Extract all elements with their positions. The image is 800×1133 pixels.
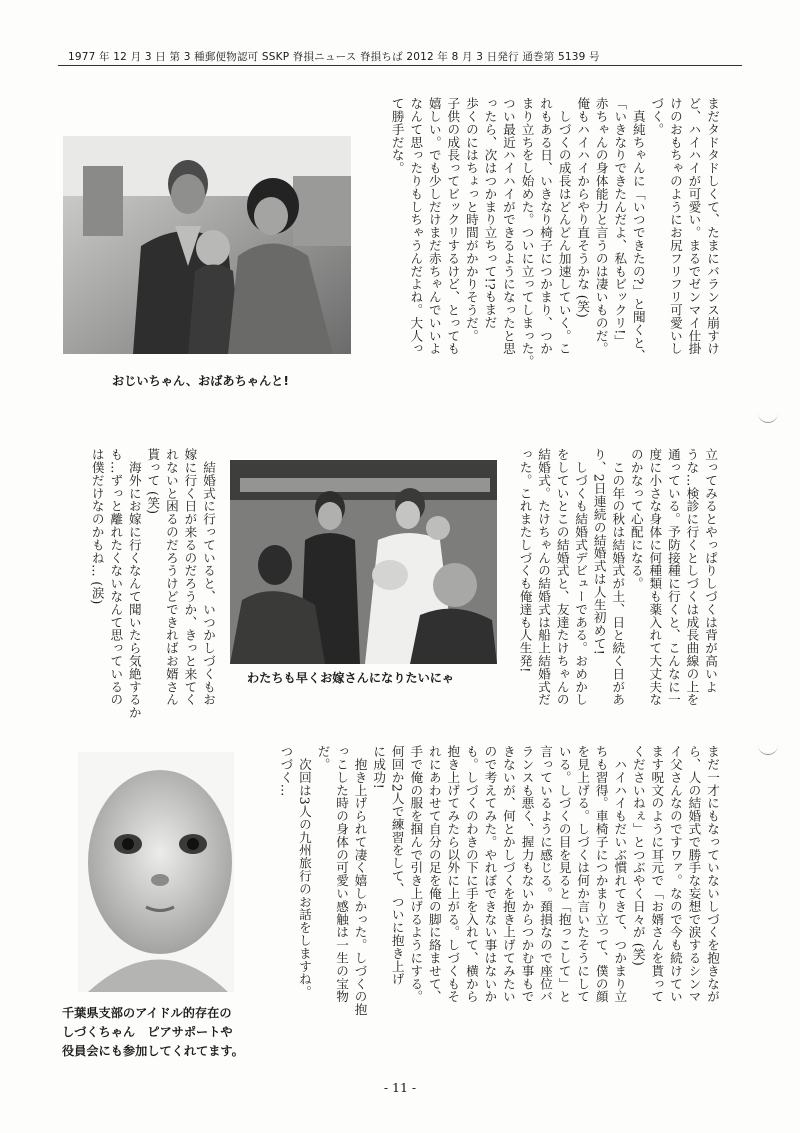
page-header: 1977 年 12 月 3 日 第 3 種郵便物認可 SSKP 脊損ニュース 脊損ちば 2012 年 8 月 3 日発行 通巻第 5139 号 (68, 51, 600, 63)
header-rule (58, 65, 742, 66)
article-text-top-right: まだタドタドしくて、たまにバランス崩すけ ど、ハイハイが可愛い。まるでゼンマイ仕掛 けのおもちゃのようにお尻フリフリ可愛いし づく。 真純ちゃんに「いつできたの?」と聞くと、 「いきなりできたんだよ、私もビックリ!」 赤ちゃんの身体能力と言うのは凄いものだ。 俺もハイハイからやり直そうかな (笑) しづくの成長はどんどん加速していく。こ れもある日、いきなり椅子につかまり、つか まり立ちをし始めた。ついに立ってしまった。 つい最近ハイハイができるようになったと思 ったら、次はつかまり立ちって!?もまだ 歩くのにはちょっと時間がかかりそうだ。 子供の成長ってビックリするけど、とっても 嬉しい。でも少しだけまだ赤ちゃんでいいよ なんて思ったりもしちゃうんだよね。大人っ て勝手だな。 (389, 97, 720, 368)
caption-grandparents: おじいちゃん、おばあちゃんと! (112, 374, 289, 388)
photo-grandparents (63, 136, 351, 354)
article-text-middle-left: 結婚式に行っていると、いつかしづくもお 嫁に行く日が来るのだろうか、きっと来てく れないと困るのだろうけどできればお婿さん 貰って (笑) 海外にお嫁に行くなんて聞いたら気絶するか も…ずっと離れたくないなんて思っているの は僕だけなのかもね… (涙) (89, 448, 216, 719)
punch-hole-mark-top (758, 412, 778, 423)
article-text-bottom-right: まだ一才にもなっていないしづくを抱きなが ら、人の結婚式で勝手な妄想で涙するシンマ イ父さんなのですワァ。なので今も続けてい ます呪文のように耳元で「お婿さんを貰って くださいねぇ」とつぶやく日々が (笑) ハイハイもだいぶ慣れてきて、つかまり立 ちも習得。車椅子につかまり立って、僕の顔 を見上げる。しづくは何か言いたそうにして いる。しづくの目を見ると「抱っこして」と 言っているように感じる。頚損なので座位バ ランスも悪く、握力もないからつかむ事もで きないが、何とかしづくを抱き上げてみたい ので考えてみた。やれぼできない事はないか も。しづくのわきの下に手を入れて、横から 抱き上げてみたら以外に上がる。しづくもそ れにあわせて自分の足を俺の脚に絡ませて、 手で俺の服を掴んで引き上げるようにする。 何回か2人で練習をして、ついに抱き上げ に成功! 抱き上げられて凄く嬉しかった。しづくの抱 っこした時の身体の可愛い感触は一生の宝物 だ。 次回は3人の九州旅行のお話をしますね。 つづく… (278, 745, 720, 1016)
caption-wedding: わたちも早くお嫁さんになりたいにゃ (247, 671, 454, 685)
photo-wedding (230, 460, 497, 664)
article-text-middle-right: 立ってみるとやっぱりしづくは背が高いよ うな…検診に行くとしづくは成長曲線の上を 通っている。予防接種に行くと、こんなに一 度に小さな身体に何種類も薬入れて大丈夫な のかなって心配になる。 この年の秋は結婚式が土、日と続く日があ り、2日連続の結婚式は人生初めて! しづくも結婚式デビューである。おめかし をしていとこの結婚式と、友達たけちゃんの 結婚式。たけちゃんの結婚式は船上結婚式だ った。これまたしづくも俺達も人生発! (517, 448, 718, 706)
punch-hole-mark-bottom (758, 744, 778, 755)
photo-baby-portrait (78, 752, 234, 992)
caption-baby-portrait: 千葉県支部のアイドル的存在の しづくちゃん ピアサポートや 役員会にも参加してくれてます。 (62, 1006, 244, 1058)
page-number: - 11 - (383, 1080, 417, 1095)
